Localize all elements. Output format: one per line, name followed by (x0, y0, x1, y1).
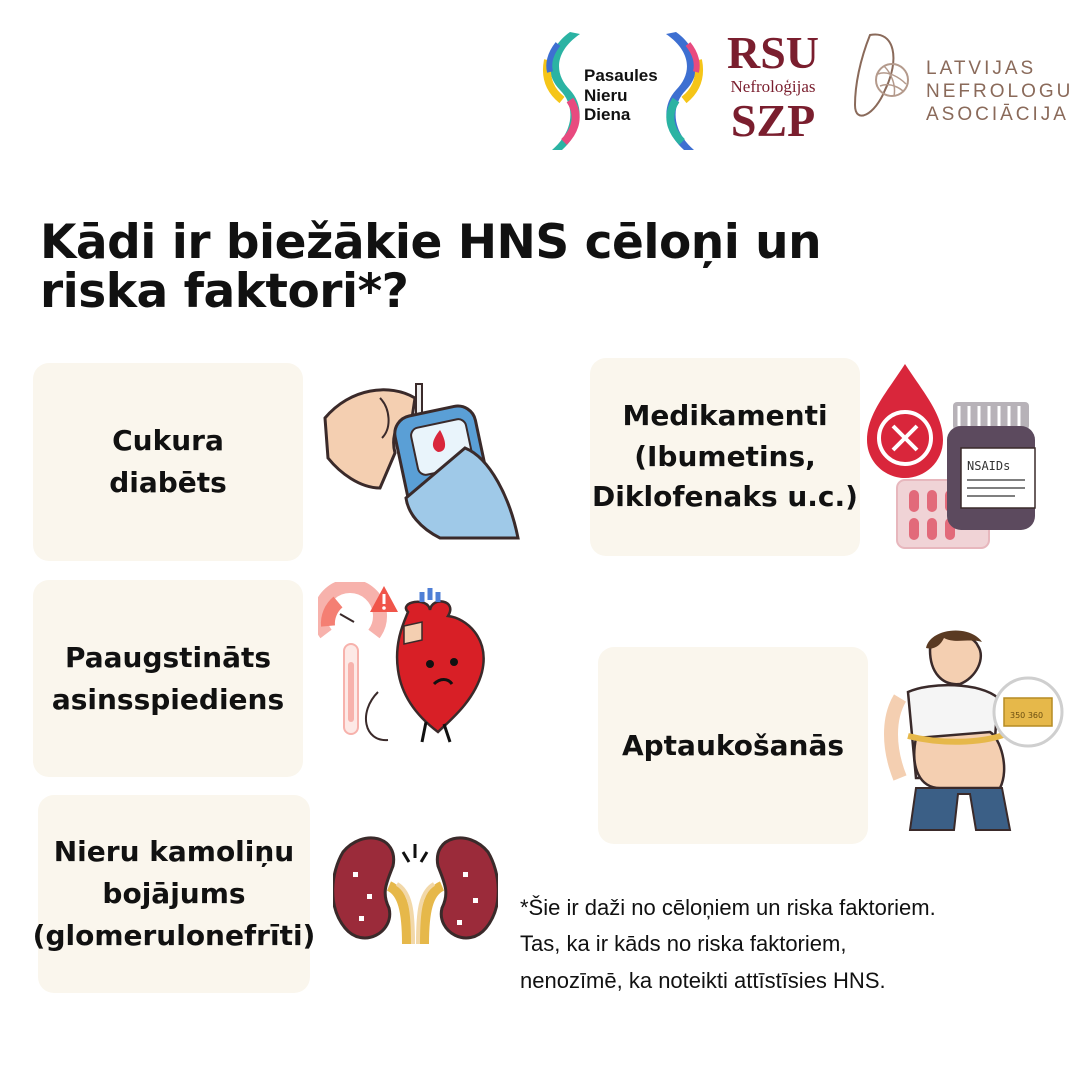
card-obesity-label: Aptaukošanās (621, 728, 845, 762)
glucometer-icon (320, 378, 520, 543)
wkd-line-3: Diena (584, 105, 631, 125)
nsaid-label: NSAIDs (967, 459, 1011, 473)
blood-pressure-icon (318, 582, 493, 747)
card-medications (590, 358, 860, 556)
ribbon-left-icon (540, 30, 584, 152)
lna-line-2: NEFROLOGU (926, 80, 1074, 102)
blood-drop-icon (867, 364, 943, 478)
heart-icon (397, 588, 484, 742)
page-title: Kādi ir biežākie HNS cēloņi un riska faktori*? (40, 215, 822, 320)
lna-line-3: ASOCIĀCIJA (926, 103, 1069, 125)
card-glomerulonephritis-label: Nieru kamoliņu bojājums (glomerulonefrīti) (32, 835, 316, 952)
card-obesity (598, 647, 868, 844)
card-blood-pressure (33, 580, 303, 777)
world-kidney-day-logo (540, 30, 710, 155)
footnote: *Šie ir daži no cēloņiem un riska faktoriem. Tas, ka ir kāds no riska faktoriem, nenozīmē, ka noteikti attīstīsies HNS. (520, 895, 936, 993)
kidneys-icon (333, 832, 498, 947)
card-diabetes-label: Cukura diabēts (109, 424, 227, 499)
card-blood-pressure-label: Paaugstināts asinsspiediens (51, 640, 285, 716)
association-text (926, 58, 1073, 126)
rsu-middle: Nefroloģijas (730, 77, 816, 96)
card-medications-label: Medikamenti (Ibumetins, Diklofenaks u.c.) (592, 399, 858, 514)
ribbon-right-icon (662, 30, 706, 152)
nephrology-association-logo (850, 30, 1074, 130)
tape-values: 350 360 (1010, 711, 1044, 720)
rsu-logo (713, 27, 833, 150)
rsu-bottom: SZP (730, 95, 816, 146)
medications-icon (865, 362, 1040, 552)
rsu-top: RSU (726, 27, 820, 78)
wkd-line-1: Pasaules (584, 66, 658, 85)
wkd-line-2: Nieru (584, 85, 628, 105)
world-kidney-day-text (584, 66, 658, 125)
person-measuring-icon (880, 628, 1065, 833)
card-diabetes (33, 363, 303, 561)
lna-line-1: LATVIJAS (926, 58, 1037, 79)
card-glomerulonephritis (32, 795, 316, 993)
yarn-ball-icon (850, 30, 925, 125)
